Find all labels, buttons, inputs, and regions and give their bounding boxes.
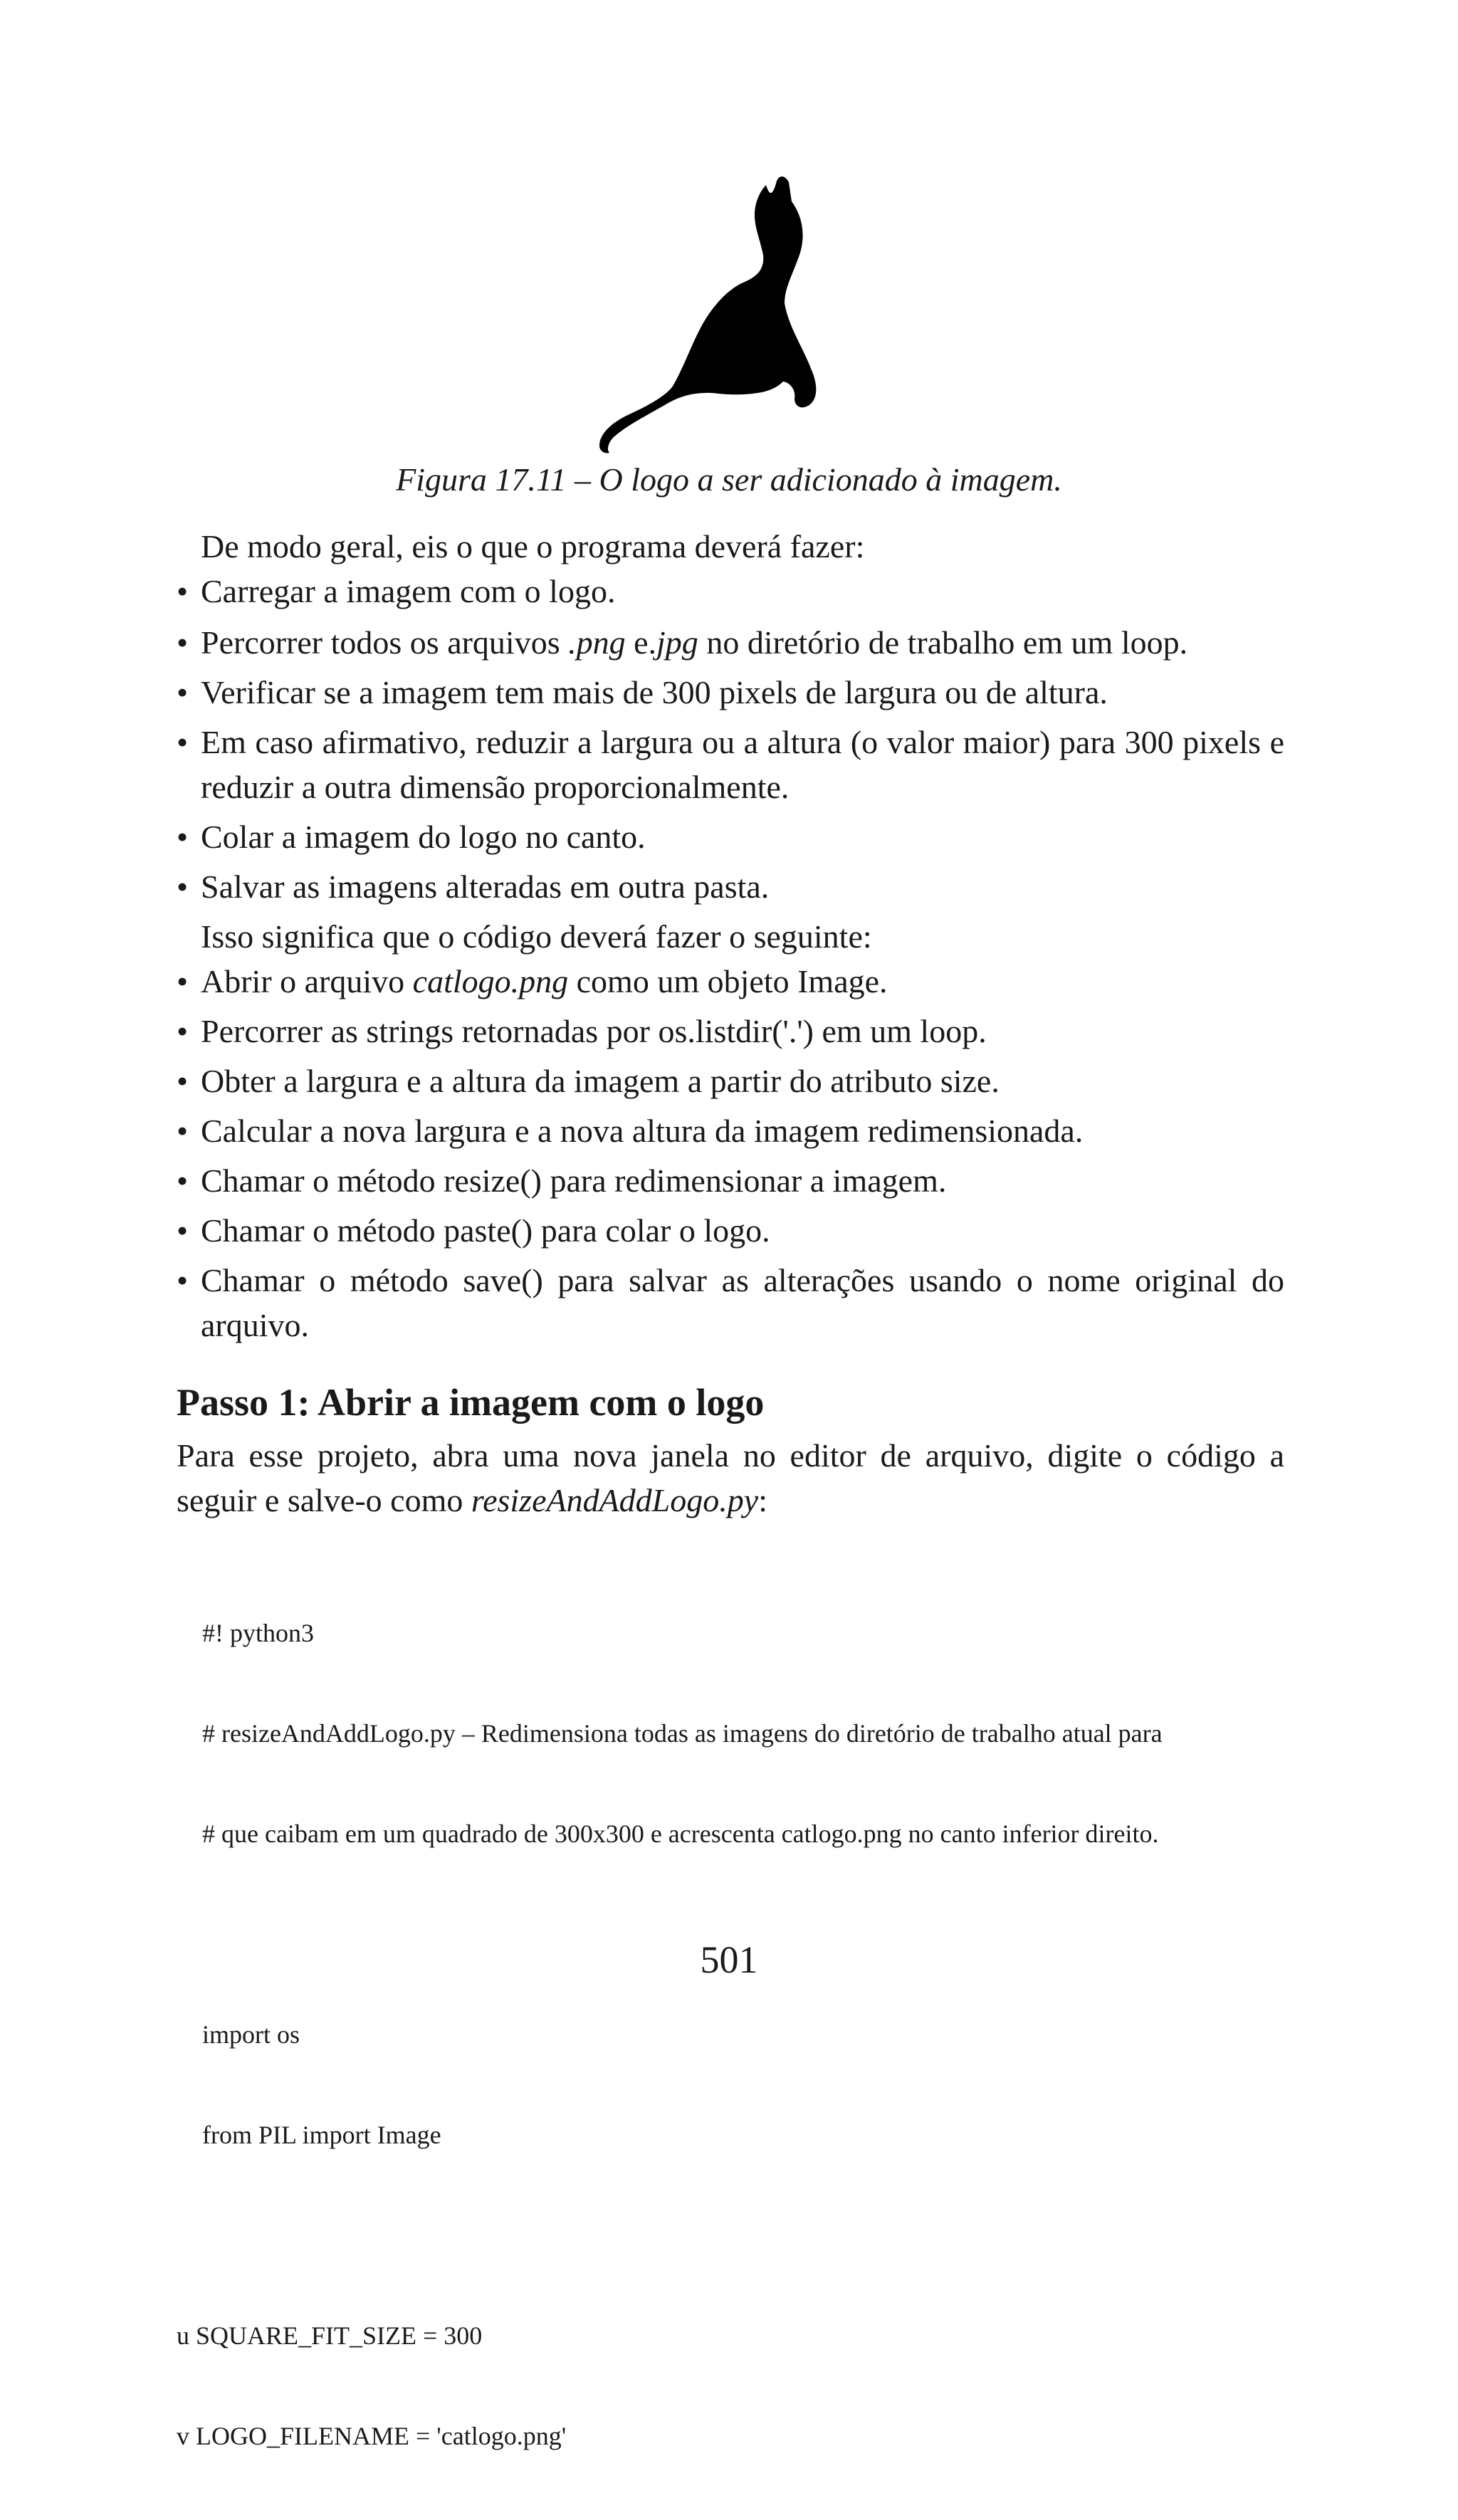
- list-item: • Verificar se a imagem tem mais de 300 pixels de largura ou de altura.: [177, 670, 1284, 715]
- section-paragraph: Para esse projeto, abra uma nova janela no editor de arquivo, digite o código a seguir e salve-o como resizeAndAddLogo.py:: [177, 1437, 1284, 1518]
- cat-logo-figure: [598, 169, 869, 458]
- code-line: v LOGO_FILENAME = 'catlogo.png': [177, 2422, 567, 2450]
- list-item: • Chamar o método save() para salvar as alterações usando o nome original do arquivo.: [177, 1258, 1284, 1348]
- figure-caption-text: Figura 17.11 – O logo a ser adicionado à imagem.: [396, 461, 1062, 498]
- program-steps-list: [177, 569, 1284, 909]
- code-line: [177, 2219, 1284, 2252]
- intro-paragraph-2: Isso significa que o código deverá fazer o seguinte:: [201, 918, 872, 955]
- code-line: #! python3: [202, 1619, 314, 1647]
- list-item: • Percorrer todos os arquivos .png e.jpg no diretório de trabalho em um loop.: [177, 620, 1284, 665]
- list-item: • Abrir o arquivo catlogo.png como um objeto Image.: [177, 959, 1284, 1004]
- list-item: • Em caso afirmativo, reduzir a largura ou a altura (o valor maior) para 300 pixels e reduzir a outra dimensão proporcionalmente.: [177, 720, 1284, 809]
- main-text: [177, 524, 1284, 2520]
- code-line: # que caibam em um quadrado de 300x300 e acrescenta catlogo.png no canto inferior direito.: [202, 1820, 1159, 1848]
- code-line: from PIL import Image: [202, 2121, 441, 2149]
- code-line: u SQUARE_FIT_SIZE = 300: [177, 2321, 483, 2350]
- cat-silhouette-icon: [598, 169, 869, 458]
- code-steps-list: [177, 959, 1284, 1348]
- list-item: • Colar a imagem do logo no canto.: [177, 814, 1284, 859]
- code-line: # resizeAndAddLogo.py – Redimensiona todas as imagens do diretório de trabalho atual para: [202, 1719, 1163, 1748]
- list-item: • Salvar as imagens alteradas em outra pasta.: [177, 864, 1284, 909]
- list-item: • Obter a largura e a altura da imagem a partir do atributo size.: [177, 1059, 1284, 1103]
- code-line: import os: [202, 2020, 300, 2049]
- intro-paragraph-1: De modo geral, eis o que o programa deverá fazer:: [201, 528, 865, 565]
- section-heading: Passo 1: Abrir a imagem com o logo: [177, 1381, 765, 1424]
- list-item: • Calcular a nova largura e a nova altura da imagem redimensionada.: [177, 1108, 1284, 1153]
- list-item: • Chamar o método paste() para colar o logo.: [177, 1208, 1284, 1253]
- code-block: [177, 1550, 1284, 2520]
- list-item: • Percorrer as strings retornadas por os.listdir('.') em um loop.: [177, 1009, 1284, 1054]
- page-number: 501: [700, 1938, 758, 1981]
- list-item: • Chamar o método resize() para redimensionar a imagem.: [177, 1158, 1284, 1203]
- list-item: • Carregar a imagem com o logo.: [177, 569, 1284, 614]
- figure-caption: [0, 460, 1458, 500]
